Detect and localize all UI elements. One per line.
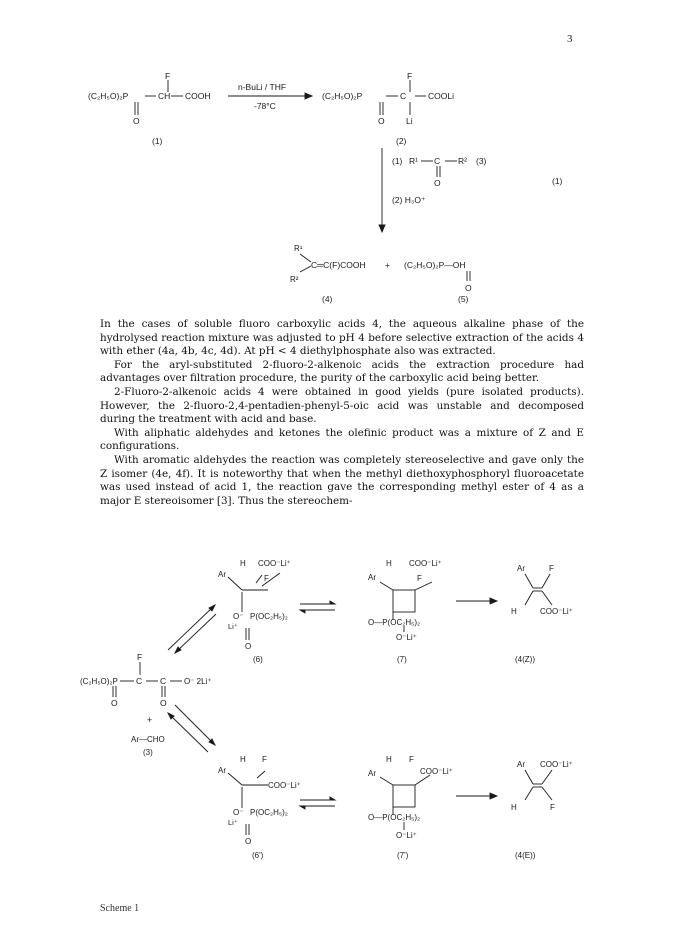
scheme-plus-sign: + — [147, 715, 153, 725]
compound-label-5: (5) — [458, 294, 469, 304]
paragraph-5: With aromatic aldehydes the reaction was completely stereoselective and gave only the Z isomer (4e, 4f). It is noteworthy that when the methyl diethoxyphosphoryl fluoroacetate was used instead of acid 1, the reaction gave the corresponding methyl ester of 4 as a major E stereoisomer [3]. Thus the stereochem- — [100, 453, 584, 507]
int6-phosphoryl: P(OC₂H₅)₂ — [250, 612, 288, 621]
paragraph-1: In the cases of soluble fluoro carboxylic acids 4, the aqueous alkaline phase of the hydrolysed reaction mixture was adjusted to pH 4 before selective extraction of the acids 4 with ether (4a, 4b, 4c, 4d). At pH < 4 diethylphosphate also was extracted. — [100, 318, 584, 358]
dianion-oxygen-2: O — [160, 698, 167, 708]
scheme-caption: Scheme 1 — [100, 903, 140, 914]
intermediate-label-7-prime: (7') — [397, 851, 409, 860]
reactant-fluorine: F — [165, 71, 171, 81]
int7-fluorine: F — [417, 574, 422, 583]
product-e-aryl: Ar — [517, 760, 525, 769]
reactant-ch: CH — [158, 91, 171, 101]
product-4-formula: C═C(F)COOH — [311, 260, 366, 270]
intermediate-label-6: (6) — [253, 655, 263, 664]
dianion-phosphonate: (C₂H₅O)₂P — [80, 677, 118, 686]
carbonyl-carbon: C — [434, 156, 441, 166]
int7p-hydrogen: H — [386, 755, 392, 764]
paragraph-2: For the aryl-substituted 2-fluoro-2-alkenoic acids the extraction procedure had advantages over filtration procedure, the purity of the carboxylic acid being better. — [100, 358, 584, 385]
int6-fluorine: F — [264, 574, 269, 583]
dianion-oxide: O⁻ 2Li⁺ — [184, 677, 212, 686]
equation-number: (1) — [552, 176, 563, 186]
paragraph-4: With aliphatic aldehydes and ketones the olefinic product was a mixture of Z and E configurations. — [100, 426, 584, 453]
product-e-hydrogen: H — [511, 803, 517, 812]
product-lithium: Li — [406, 116, 413, 126]
aldehyde: Ar—CHO — [131, 735, 165, 744]
aldehyde-label: (3) — [143, 748, 153, 757]
reactant-cooh: COOH — [185, 91, 211, 101]
int7-carboxylate: COO⁻Li⁺ — [409, 559, 442, 568]
product-e-fluorine: F — [550, 803, 555, 812]
int6p-aryl: Ar — [218, 766, 226, 775]
dianion-oxygen-1: O — [111, 698, 118, 708]
int7p-phosphate-ring: O—P(OC₂H₅)₂ — [368, 813, 421, 822]
product-z-fluorine: F — [549, 564, 554, 573]
int6p-hydrogen: H — [240, 755, 246, 764]
intermediate-label-6-prime: (6') — [252, 851, 264, 860]
product-z-aryl: Ar — [517, 564, 525, 573]
dianion-carbon-1: C — [136, 676, 143, 686]
dianion-fluorine: F — [137, 652, 143, 662]
reactant-oxygen: O — [133, 116, 140, 126]
compound-label-2: (2) — [396, 136, 407, 146]
compound-label-3: (3) — [476, 156, 487, 166]
int7p-carboxylate: COO⁻Li⁺ — [420, 767, 453, 776]
int6p-phosphoryl: P(OC₂H₅)₂ — [250, 808, 288, 817]
reactant-phosphonate: (C₂H₅O)₂P — [88, 91, 129, 101]
int7p-aryl: Ar — [368, 769, 376, 778]
int7-oxide-lithium: O⁻Li⁺ — [396, 633, 417, 642]
step-2-label: (2) H₃O⁺ — [392, 195, 426, 205]
int7p-fluorine: F — [409, 755, 414, 764]
int6-lithium: Li⁺ — [228, 622, 238, 631]
substituent-r2: R² — [458, 156, 467, 166]
int6-carboxylate: COO⁻Li⁺ — [258, 559, 291, 568]
int6-hydrogen: H — [240, 559, 246, 568]
product-fluorine: F — [407, 71, 413, 81]
int6-oxide: O⁻ — [233, 612, 244, 621]
int7-hydrogen: H — [386, 559, 392, 568]
carbonyl-oxygen: O — [434, 178, 441, 188]
product-z-carboxylate: COO⁻Li⁺ — [540, 607, 573, 616]
int7-phosphate-ring: O—P(OC₂H₅)₂ — [368, 618, 421, 627]
int6p-oxygen: O — [245, 837, 252, 846]
compound-label-1: (1) — [152, 136, 163, 146]
product-oxygen: O — [378, 116, 385, 126]
dianion-carbon-2: C — [160, 676, 167, 686]
page-number: 3 — [567, 33, 573, 45]
reagent-top: n-BuLi / THF — [238, 82, 287, 92]
product-4-r1: R¹ — [294, 244, 303, 253]
product-5-oxygen: O — [465, 283, 472, 293]
int6-oxygen: O — [245, 642, 252, 651]
int6-aryl: Ar — [218, 570, 226, 579]
product-5-formula: (C₂H₅O)₂P—OH — [404, 260, 466, 270]
product-phosphonate: (C₂H₅O)₂P — [322, 91, 363, 101]
intermediate-label-7: (7) — [397, 655, 407, 664]
plus-sign: + — [385, 260, 390, 270]
reagent-bottom: -78°C — [254, 101, 276, 111]
int7-aryl: Ar — [368, 573, 376, 582]
substituent-r1: R¹ — [409, 156, 418, 166]
product-z-hydrogen: H — [511, 607, 517, 616]
step-1-label: (1) — [392, 156, 403, 166]
product-4-r2: R² — [290, 275, 299, 284]
int6p-lithium: Li⁺ — [228, 818, 238, 827]
product-e-carboxylate: COO⁻Li⁺ — [540, 760, 573, 769]
int6p-carboxylate: COO⁻Li⁺ — [268, 781, 301, 790]
product-label-4z: (4(Z)) — [515, 655, 535, 664]
product-carbon: C — [400, 91, 407, 101]
compound-label-4: (4) — [322, 294, 333, 304]
int6p-fluorine: F — [262, 755, 267, 764]
paragraph-3: 2-Fluoro-2-alkenoic acids 4 were obtained in good yields (pure isolated products). However, the 2-fluoro-2,4-pentadien-phenyl-5-oic acid was unstable and decomposed during the treatment with acid and base. — [100, 385, 584, 426]
int6p-oxide: O⁻ — [233, 808, 244, 817]
int7p-oxide-lithium: O⁻Li⁺ — [396, 831, 417, 840]
product-label-4e: (4(E)) — [515, 851, 536, 860]
product-cooli: COOLi — [428, 91, 454, 101]
